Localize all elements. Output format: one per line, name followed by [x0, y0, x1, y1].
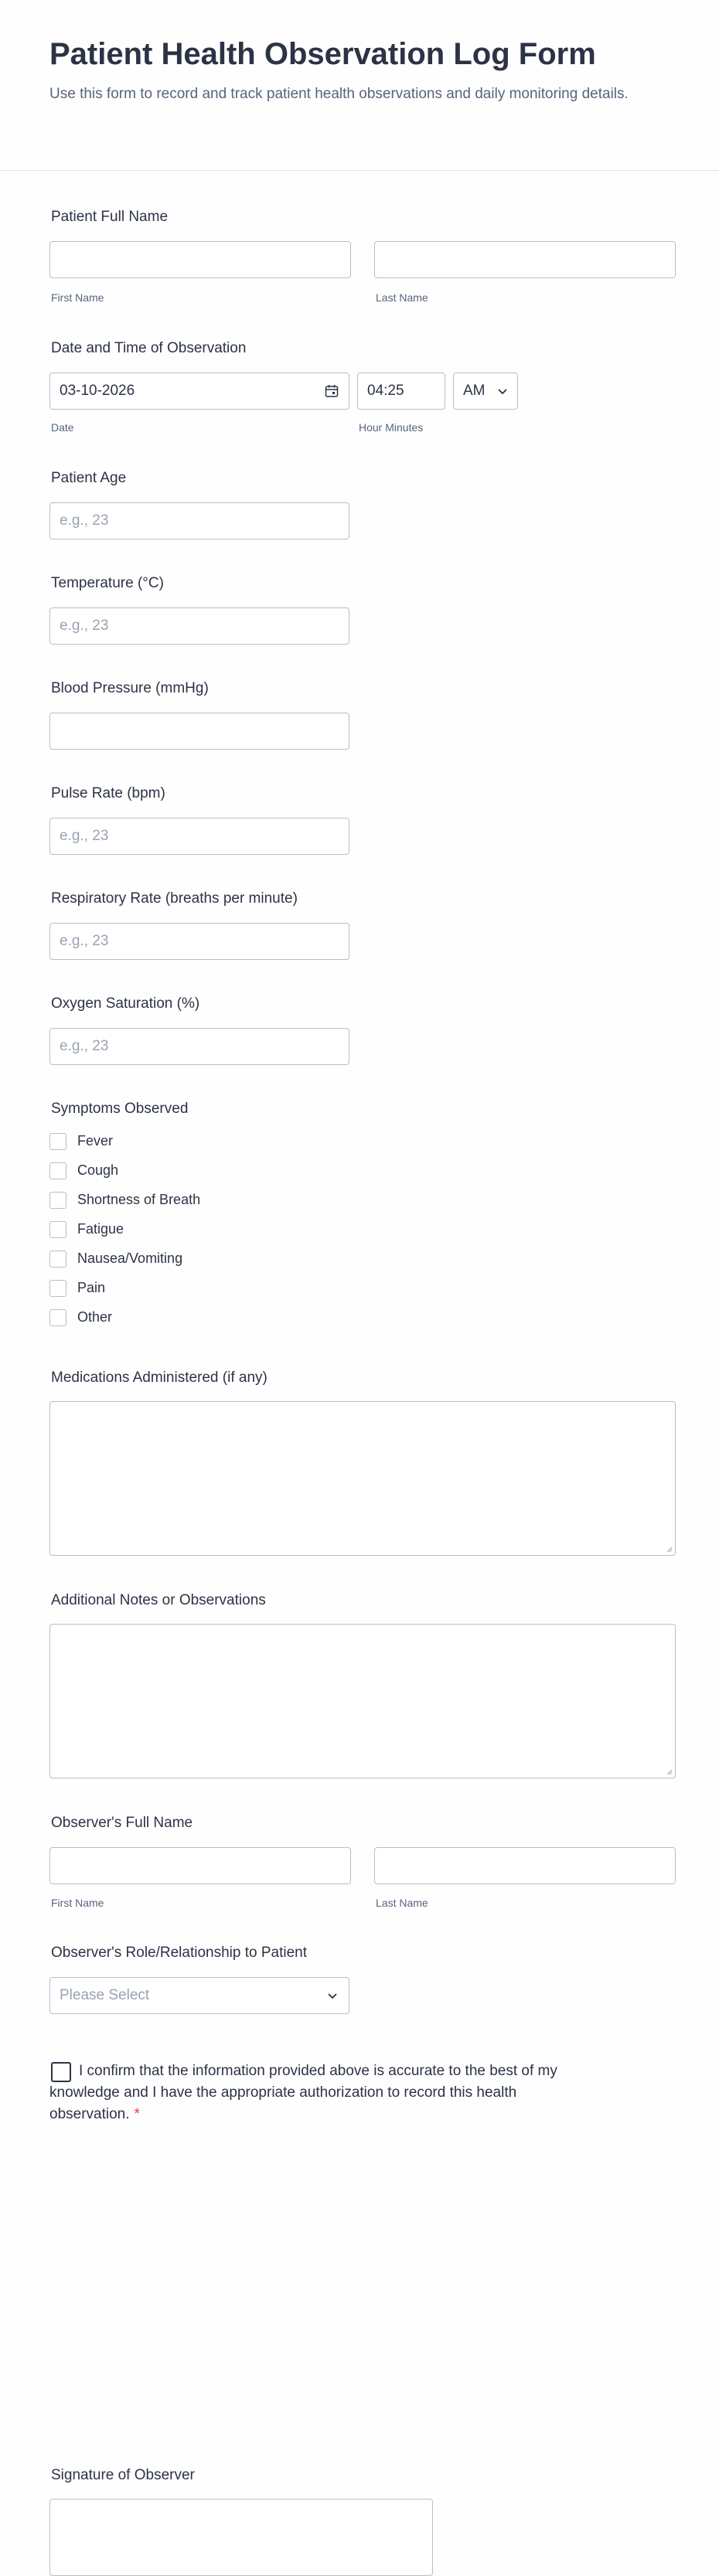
medications-label: Medications Administered (if any) — [51, 1370, 267, 1386]
checkbox[interactable] — [49, 1309, 66, 1326]
observer-role-select[interactable] — [49, 1977, 349, 2014]
respiratory-rate-input[interactable]: e.g., 23 — [49, 923, 349, 960]
observer-name-label: Observer's Full Name — [51, 1815, 193, 1831]
ampm-value: AM — [463, 383, 486, 399]
pulse-rate-input[interactable]: e.g., 23 — [49, 818, 349, 855]
observer-role-label: Observer's Role/Relationship to Patient — [51, 1945, 308, 1961]
oxygen-saturation-input[interactable]: e.g., 23 — [49, 1028, 349, 1065]
symptom-option-label: Shortness of Breath — [77, 1192, 201, 1207]
checkbox[interactable] — [49, 1192, 66, 1209]
chevron-down-icon — [496, 384, 509, 398]
blood-pressure-input[interactable] — [49, 713, 349, 750]
signature-pad[interactable] — [49, 2499, 433, 2576]
pulse-rate-label: Pulse Rate (bpm) — [51, 785, 165, 801]
observer-last-name-input[interactable] — [374, 1847, 676, 1884]
patient-last-name-input[interactable] — [374, 241, 676, 278]
symptom-option-label: Nausea/Vomiting — [77, 1251, 183, 1266]
patient-age-input[interactable]: e.g., 23 — [49, 502, 349, 539]
required-marker: * — [134, 2106, 140, 2122]
observer-last-name-sublabel: Last Name — [376, 1897, 428, 1909]
form-header — [0, 0, 719, 171]
observer-first-name-input[interactable] — [49, 1847, 351, 1884]
medications-textarea[interactable] — [49, 1401, 676, 1556]
blood-pressure-label: Blood Pressure (mmHg) — [51, 680, 209, 696]
symptom-option-label: Cough — [77, 1162, 119, 1178]
page-subtitle: Use this form to record and track patient health observations and daily monitoring details. — [49, 86, 629, 102]
symptom-option-label: Pain — [77, 1280, 106, 1295]
page-title: Patient Health Observation Log Form — [49, 37, 596, 71]
time-sublabel: Hour Minutes — [359, 421, 424, 434]
chevron-down-icon — [325, 1989, 339, 2003]
checkbox[interactable] — [49, 1133, 66, 1150]
signature-label: Signature of Observer — [51, 2467, 195, 2483]
confirm-statement — [49, 2060, 606, 2125]
ampm-select[interactable] — [453, 373, 518, 410]
symptoms-label: Symptoms Observed — [51, 1101, 189, 1117]
symptom-option-label: Other — [77, 1309, 113, 1325]
patient-first-name-input[interactable] — [49, 241, 351, 278]
patient-name-label: Patient Full Name — [51, 209, 169, 225]
time-input[interactable]: 04:25 — [357, 373, 445, 410]
date-sublabel: Date — [51, 421, 74, 434]
resize-handle-icon[interactable] — [666, 1769, 673, 1775]
resize-handle-icon[interactable] — [666, 1547, 673, 1553]
temperature-label: Temperature (°C) — [51, 575, 164, 591]
symptom-option-label: Fever — [77, 1133, 114, 1148]
checkbox[interactable] — [49, 1162, 66, 1179]
calendar-icon[interactable] — [324, 383, 339, 399]
patient-last-name-sublabel: Last Name — [376, 291, 428, 304]
datetime-label: Date and Time of Observation — [51, 340, 247, 356]
symptom-option-label: Fatigue — [77, 1221, 124, 1237]
checkbox[interactable] — [49, 1221, 66, 1238]
patient-first-name-sublabel: First Name — [51, 291, 104, 304]
observer-role-placeholder: Please Select — [60, 1987, 150, 2003]
oxygen-saturation-label: Oxygen Saturation (%) — [51, 995, 200, 1012]
date-value: 03-10-2026 — [60, 383, 135, 399]
notes-textarea[interactable] — [49, 1624, 676, 1778]
confirm-text: I confirm that the information provided above is accurate to the best of my knowledge and I have the appropriate authorization to record this health observation. — [49, 2063, 557, 2122]
respiratory-rate-label: Respiratory Rate (breaths per minute) — [51, 890, 298, 907]
notes-label: Additional Notes or Observations — [51, 1592, 266, 1608]
temperature-input[interactable]: e.g., 23 — [49, 607, 349, 645]
patient-age-label: Patient Age — [51, 470, 127, 486]
date-input[interactable] — [49, 373, 349, 410]
observer-first-name-sublabel: First Name — [51, 1897, 104, 1909]
checkbox[interactable] — [49, 1280, 66, 1297]
checkbox[interactable] — [49, 1251, 66, 1268]
